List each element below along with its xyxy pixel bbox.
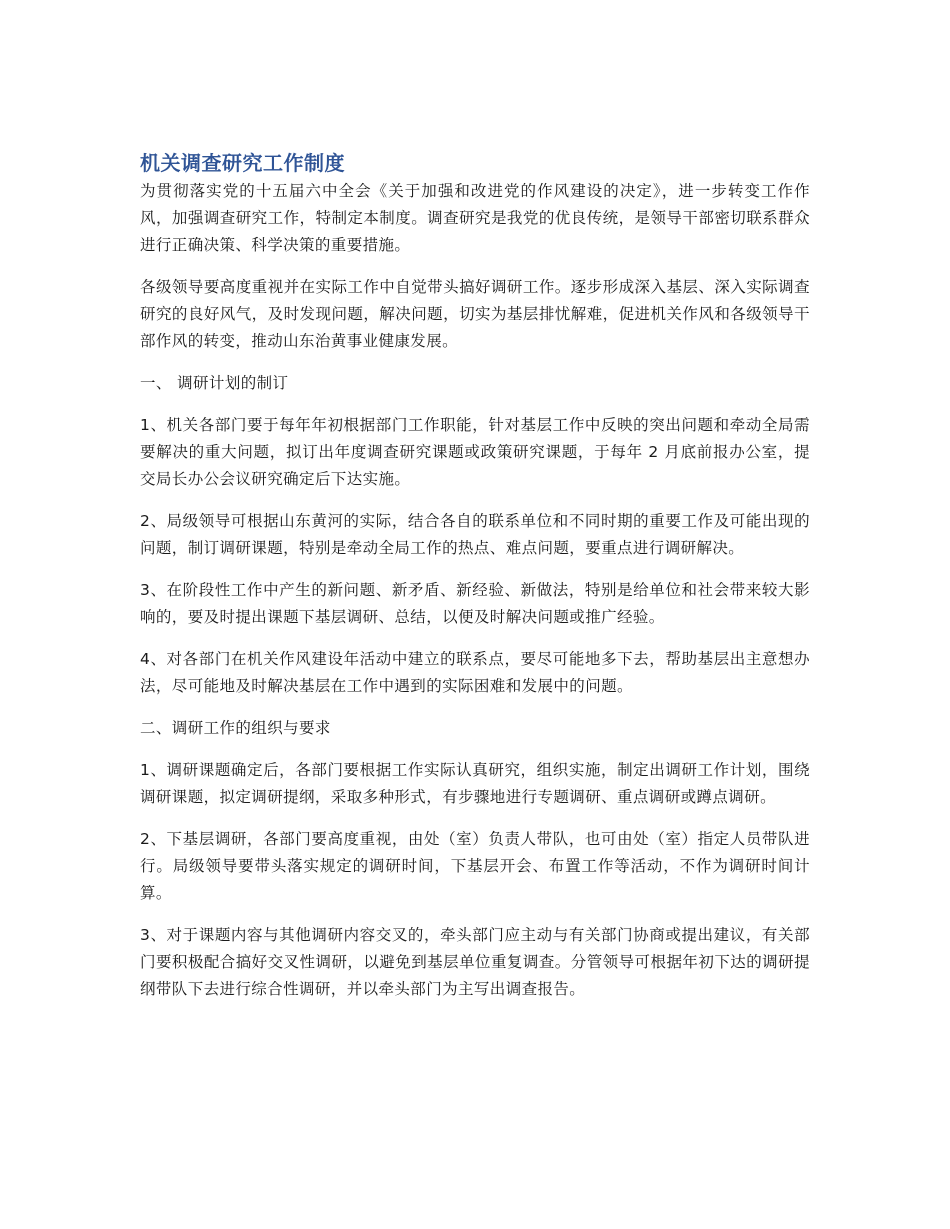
section-heading: 二、调研工作的组织与要求 <box>140 719 331 737</box>
document-title: 机关调查研究工作制度 <box>140 151 345 175</box>
section-item: 2、下基层调研，各部门要高度重视，由处（室）负责人带队，也可由处（室）指定人员带队进行。局级领导要带头落实规定的调研时间，下基层开会、布置工作等活动，不作为调研时间计算。 <box>140 830 810 902</box>
intro-paragraph: 为贯彻落实党的十五届六中全会《关于加强和改进党的作风建设的决定》，进一步转变工作作风，加强调查研究工作，特制定本制度。调查研究是我党的优良传统，是领导干部密切联系群众进行正确决策、科学决策的重要措施。 <box>140 182 810 254</box>
section-item: 1、调研课题确定后，各部门要根据工作实际认真研究，组织实施，制定出调研工作计划，围绕调研课题，拟定调研提纲，采取多种形式，有步骤地进行专题调研、重点调研或蹲点调研。 <box>140 761 810 806</box>
intro-paragraph: 各级领导要高度重视并在实际工作中自觉带头搞好调研工作。逐步形成深入基层、深入实际调查研究的良好风气，及时发现问题，解决问题，切实为基层排忧解难，促进机关作风和各级领导干部作风的转变，推动山东治黄事业健康发展。 <box>140 278 810 350</box>
section-heading: 一、 调研计划的制订 <box>140 374 289 392</box>
document-body <box>140 148 810 1018</box>
section-item: 2、局级领导可根据山东黄河的实际，结合各自的联系单位和不同时期的重要工作及可能出现的问题，制订调研课题，特别是牵动全局工作的热点、难点问题，要重点进行调研解决。 <box>140 512 810 557</box>
section-item: 1、机关各部门要于每年年初根据部门工作职能，针对基层工作中反映的突出问题和牵动全局需要解决的重大问题，拟订出年度调查研究课题或政策研究课题，于每年 2 月底前报办公室，提交局长办公会议研究确定后下达实施。 <box>140 416 810 488</box>
section-item: 3、对于课题内容与其他调研内容交叉的，牵头部门应主动与有关部门协商或提出建议，有关部门要积极配合搞好交叉性调研，以避免到基层单位重复调查。分管领导可根据年初下达的调研提纲带队下去进行综合性调研，并以牵头部门为主写出调查报告。 <box>140 926 810 998</box>
section-item: 3、在阶段性工作中产生的新问题、新矛盾、新经验、新做法，特别是给单位和社会带来较大影响的，要及时提出课题下基层调研、总结，以便及时解决问题或推广经验。 <box>140 581 810 626</box>
section-item: 4、对各部门在机关作风建设年活动中建立的联系点，要尽可能地多下去，帮助基层出主意想办法，尽可能地及时解决基层在工作中遇到的实际困难和发展中的问题。 <box>140 650 810 695</box>
